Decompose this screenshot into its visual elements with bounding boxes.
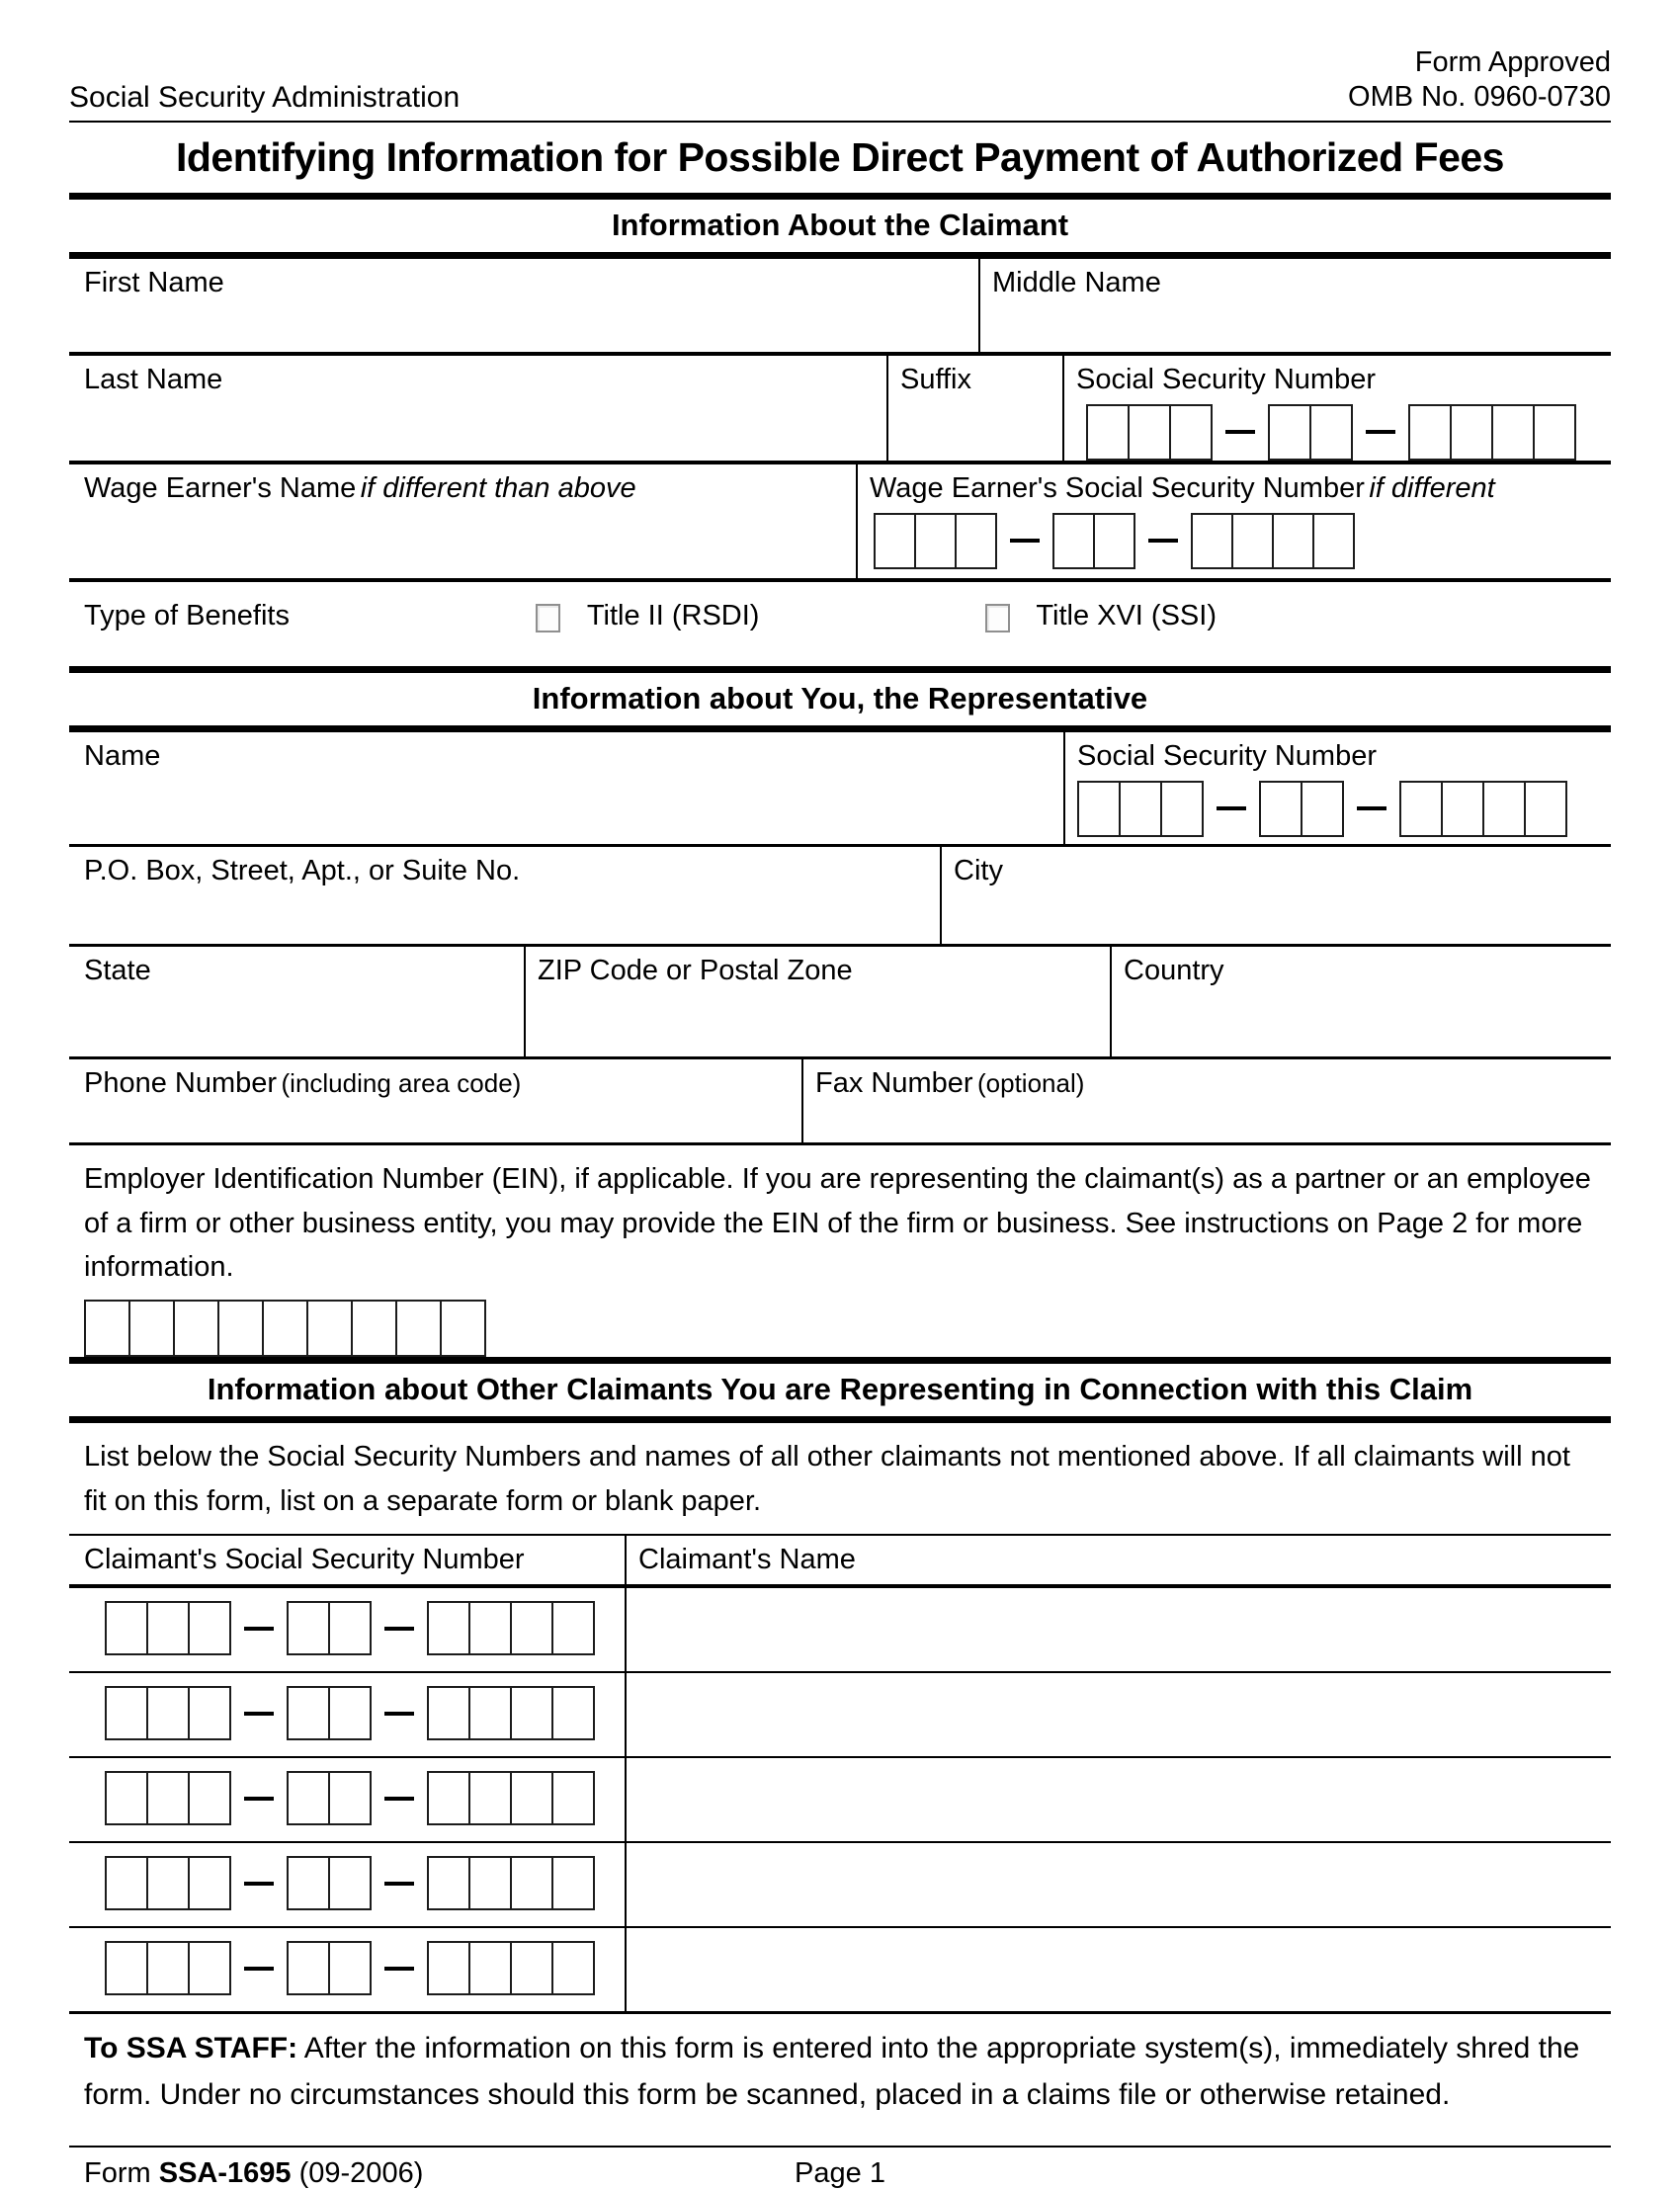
suffix-field[interactable] xyxy=(886,356,1062,461)
digit-box[interactable] xyxy=(551,1686,595,1740)
digit-box[interactable] xyxy=(1259,781,1302,837)
claimant-table-row xyxy=(69,1928,1611,2014)
ssa-staff-note-text: After the information on this form is entered into the appropriate system(s), immediately shred the form. Under no circumstances should this form be scanned, placed in a claims file or otherwise retained. xyxy=(84,2032,1580,2111)
city-label: City xyxy=(954,854,1003,886)
other-claimants-instructions: List below the Social Security Numbers and names of all other claimants not mentioned above. If all claimants will not fit on this form, list on a separate form or blank paper. xyxy=(69,1423,1611,1536)
form-word: Form xyxy=(84,2157,151,2190)
street-address-field[interactable] xyxy=(69,847,940,944)
ein-input-boxes[interactable] xyxy=(84,1300,1611,1357)
representative-ssn-boxes[interactable] xyxy=(1077,781,1601,837)
claimant-table-row xyxy=(69,1588,1611,1673)
ssn-dash xyxy=(1010,539,1040,543)
country-label: Country xyxy=(1124,954,1224,986)
claimant-lastname-row xyxy=(69,356,1611,464)
digit-box-group xyxy=(1191,513,1355,569)
digit-box[interactable] xyxy=(287,1771,330,1825)
ssn-dash xyxy=(1217,806,1246,810)
wage-earner-name-note: if different than above xyxy=(360,471,636,504)
digit-box[interactable] xyxy=(1312,513,1355,569)
digit-box-group xyxy=(105,1686,231,1740)
digit-box[interactable] xyxy=(427,1686,470,1740)
claimant-name-column-header-cell xyxy=(625,1536,1611,1584)
digit-box[interactable] xyxy=(1268,404,1311,461)
digit-box[interactable] xyxy=(328,1686,372,1740)
omb-number: OMB No. 0960-0730 xyxy=(1348,80,1611,113)
ssa-staff-note-lead: To SSA STAFF: xyxy=(84,2032,298,2065)
country-field[interactable] xyxy=(1110,947,1611,1056)
last-name-field[interactable] xyxy=(69,356,886,461)
ein-paragraph xyxy=(69,1145,1611,1291)
claimant-ssn-label: Social Security Number xyxy=(1076,363,1376,395)
last-name-label: Last Name xyxy=(84,363,223,395)
claimant-name-column-header: Claimant's Name xyxy=(638,1544,856,1576)
digit-box[interactable] xyxy=(874,513,916,569)
ssn-dash xyxy=(1357,806,1386,810)
digit-box[interactable] xyxy=(287,1856,330,1910)
representative-name-field[interactable] xyxy=(69,732,1063,844)
digit-box[interactable] xyxy=(955,513,997,569)
digit-box-group xyxy=(105,1771,231,1825)
claimant-row-ssn-boxes[interactable] xyxy=(105,1856,615,1910)
first-name-label: First Name xyxy=(84,266,224,298)
digit-box[interactable] xyxy=(328,1771,372,1825)
ssn-dash xyxy=(244,1627,274,1631)
digit-box[interactable] xyxy=(173,1300,219,1357)
digit-box[interactable] xyxy=(1441,781,1484,837)
digit-box[interactable] xyxy=(468,1686,512,1740)
digit-box[interactable] xyxy=(551,1771,595,1825)
digit-box[interactable] xyxy=(395,1300,442,1357)
digit-box[interactable] xyxy=(510,1856,553,1910)
ssa-staff-note xyxy=(69,2014,1611,2148)
digit-box[interactable] xyxy=(306,1300,353,1357)
digit-box[interactable] xyxy=(188,1601,231,1655)
digit-box-group xyxy=(287,1771,372,1825)
digit-box-group xyxy=(287,1686,372,1740)
other-claimants-section-heading: Information about Other Claimants You are Representing in Connection with this Claim xyxy=(69,1357,1611,1423)
digit-box[interactable] xyxy=(105,1771,148,1825)
first-name-field[interactable] xyxy=(69,259,978,352)
digit-box[interactable] xyxy=(1093,513,1135,569)
ssn-dash xyxy=(1148,539,1178,543)
phone-note: (including area code) xyxy=(281,1067,522,1098)
digit-box[interactable] xyxy=(1119,781,1162,837)
claimant-row-name-field[interactable] xyxy=(625,1758,1611,1841)
digit-box[interactable] xyxy=(914,513,957,569)
digit-box-group xyxy=(1399,781,1567,837)
digit-box[interactable] xyxy=(146,1771,190,1825)
digit-box[interactable] xyxy=(188,1686,231,1740)
state-label: State xyxy=(84,954,151,986)
digit-box[interactable] xyxy=(287,1941,330,1995)
digit-box[interactable] xyxy=(1169,404,1213,461)
digit-box-group xyxy=(1268,404,1353,461)
representative-section-heading: Information about You, the Representative xyxy=(69,666,1611,732)
middle-name-label: Middle Name xyxy=(992,266,1161,298)
street-address-label: P.O. Box, Street, Apt., or Suite No. xyxy=(84,854,521,886)
digit-box[interactable] xyxy=(510,1601,553,1655)
wage-earner-ssn-field[interactable] xyxy=(856,464,1611,578)
claimant-row-name-field[interactable] xyxy=(625,1928,1611,2011)
digit-box[interactable] xyxy=(1301,781,1344,837)
representative-name-row xyxy=(69,732,1611,847)
claimant-row-name-field[interactable] xyxy=(625,1588,1611,1671)
digit-box[interactable] xyxy=(146,1941,190,1995)
digit-box-group xyxy=(427,1686,595,1740)
digit-box[interactable] xyxy=(84,1300,130,1357)
digit-box-group xyxy=(1052,513,1135,569)
ssn-dash xyxy=(384,1797,414,1801)
digit-box[interactable] xyxy=(468,1601,512,1655)
digit-box-group xyxy=(427,1601,595,1655)
representative-ssn-field[interactable] xyxy=(1063,732,1611,844)
form-footer xyxy=(69,2148,1611,2190)
fax-label: Fax Number xyxy=(815,1066,973,1099)
digit-box[interactable] xyxy=(287,1686,330,1740)
ein-block xyxy=(69,1145,1611,1358)
digit-box[interactable] xyxy=(468,1941,512,1995)
digit-box[interactable] xyxy=(510,1941,553,1995)
claimant-table-row xyxy=(69,1673,1611,1758)
form-revision: (09-2006) xyxy=(298,2157,424,2190)
representative-ssn-label: Social Security Number xyxy=(1077,739,1377,772)
claimant-row-ssn-boxes[interactable] xyxy=(105,1686,615,1740)
state-field[interactable] xyxy=(69,947,524,1056)
digit-box-group xyxy=(427,1941,595,1995)
wage-earner-ssn-note: if different xyxy=(1369,471,1495,504)
ssn-dash xyxy=(384,1882,414,1886)
digit-box[interactable] xyxy=(468,1856,512,1910)
digit-box[interactable] xyxy=(105,1686,148,1740)
digit-box[interactable] xyxy=(146,1686,190,1740)
digit-box-group xyxy=(84,1300,486,1357)
claimant-row-ssn-boxes[interactable] xyxy=(105,1771,615,1825)
claimant-row-ssn-boxes[interactable] xyxy=(105,1941,615,1995)
claimant-row-name-field[interactable] xyxy=(625,1673,1611,1756)
ssn-dash xyxy=(384,1967,414,1971)
form-approved-text: Form Approved xyxy=(1414,46,1611,78)
phone-label: Phone Number xyxy=(84,1066,278,1099)
digit-box-group xyxy=(427,1771,595,1825)
form-header xyxy=(69,45,1611,123)
claimant-row-ssn-field[interactable] xyxy=(69,1843,625,1926)
ein-instructions: If you are representing the claimant(s) as a partner or an employee of a firm or other business entity, you may provide the EIN of the firm or business. See instructions on Page 2 for more information. xyxy=(84,1162,1591,1284)
digit-box[interactable] xyxy=(217,1300,264,1357)
digit-box[interactable] xyxy=(1052,513,1095,569)
digit-box[interactable] xyxy=(551,1941,595,1995)
digit-box[interactable] xyxy=(1491,404,1535,461)
digit-box[interactable] xyxy=(1524,781,1567,837)
zip-field[interactable] xyxy=(524,947,1110,1056)
digit-box-group xyxy=(874,513,997,569)
wage-earner-name-field[interactable] xyxy=(69,464,856,578)
digit-box[interactable] xyxy=(427,1771,470,1825)
claimant-row-ssn-field[interactable] xyxy=(69,1673,625,1756)
claimant-row-ssn-field[interactable] xyxy=(69,1928,625,2011)
city-field[interactable] xyxy=(940,847,1611,944)
digit-box-group xyxy=(1086,404,1213,461)
claimant-ssn-boxes[interactable] xyxy=(1086,404,1601,461)
digit-box-group xyxy=(287,1856,372,1910)
digit-box[interactable] xyxy=(510,1771,553,1825)
digit-box[interactable] xyxy=(1408,404,1452,461)
ssn-dash xyxy=(384,1712,414,1716)
digit-box-group xyxy=(105,1856,231,1910)
digit-box[interactable] xyxy=(1399,781,1443,837)
digit-box[interactable] xyxy=(146,1856,190,1910)
wage-earner-ssn-boxes[interactable] xyxy=(874,513,1601,569)
claimant-row-ssn-boxes[interactable] xyxy=(105,1601,615,1655)
digit-box[interactable] xyxy=(551,1601,595,1655)
digit-box[interactable] xyxy=(1272,513,1314,569)
ssn-dash xyxy=(244,1882,274,1886)
digit-box[interactable] xyxy=(105,1941,148,1995)
digit-box-group xyxy=(427,1856,595,1910)
title-xvi-checkbox[interactable] xyxy=(985,604,1010,632)
digit-box[interactable] xyxy=(427,1601,470,1655)
ssn-dash xyxy=(1366,430,1395,434)
wage-earner-name-label: Wage Earner's Name xyxy=(84,471,357,504)
digit-box-group xyxy=(1259,781,1344,837)
claimants-table-header-row xyxy=(69,1536,1611,1588)
phone-fax-row xyxy=(69,1059,1611,1145)
digit-box[interactable] xyxy=(328,1856,372,1910)
digit-box[interactable] xyxy=(351,1300,397,1357)
form-number: SSA-1695 xyxy=(158,2157,292,2190)
claimant-row-ssn-field[interactable] xyxy=(69,1758,625,1841)
title-ii-checkbox[interactable] xyxy=(536,604,560,632)
digit-box[interactable] xyxy=(328,1941,372,1995)
digit-box-group xyxy=(287,1601,372,1655)
ein-label: Employer Identification Number (EIN), if applicable. xyxy=(84,1162,734,1195)
claimant-ssn-field[interactable] xyxy=(1062,356,1611,461)
state-zip-country-row xyxy=(69,947,1611,1059)
digit-box-group xyxy=(105,1601,231,1655)
ssn-dash xyxy=(244,1712,274,1716)
fax-field[interactable] xyxy=(801,1059,1611,1142)
digit-box[interactable] xyxy=(128,1300,175,1357)
digit-box[interactable] xyxy=(287,1601,330,1655)
middle-name-field[interactable] xyxy=(978,259,1611,352)
title-xvi-label: Title XVI (SSI) xyxy=(1036,599,1217,632)
digit-box[interactable] xyxy=(468,1771,512,1825)
agency-name: Social Security Administration xyxy=(69,80,461,114)
digit-box[interactable] xyxy=(1231,513,1274,569)
digit-box[interactable] xyxy=(1482,781,1526,837)
claimant-ssn-column-header: Claimant's Social Security Number xyxy=(84,1544,525,1576)
digit-box[interactable] xyxy=(551,1856,595,1910)
ssn-dash xyxy=(1225,430,1255,434)
digit-box[interactable] xyxy=(146,1601,190,1655)
claimant-table-row xyxy=(69,1843,1611,1928)
digit-box[interactable] xyxy=(1128,404,1171,461)
claimant-name-row xyxy=(69,259,1611,356)
digit-box[interactable] xyxy=(1077,781,1121,837)
digit-box[interactable] xyxy=(1191,513,1233,569)
title-ii-label: Title II (RSDI) xyxy=(586,599,760,632)
digit-box[interactable] xyxy=(328,1601,372,1655)
digit-box[interactable] xyxy=(1309,404,1353,461)
claimant-table-row xyxy=(69,1758,1611,1843)
digit-box-group xyxy=(1408,404,1576,461)
digit-box[interactable] xyxy=(188,1941,231,1995)
digit-box[interactable] xyxy=(188,1771,231,1825)
digit-box[interactable] xyxy=(1086,404,1130,461)
digit-box-group xyxy=(105,1941,231,1995)
benefits-row xyxy=(69,582,1611,666)
digit-box[interactable] xyxy=(1450,404,1493,461)
claimant-row-name-field[interactable] xyxy=(625,1843,1611,1926)
digit-box[interactable] xyxy=(1160,781,1204,837)
wage-earner-ssn-label: Wage Earner's Social Security Number xyxy=(870,471,1365,504)
digit-box[interactable] xyxy=(427,1856,470,1910)
phone-field[interactable] xyxy=(69,1059,801,1142)
digit-box[interactable] xyxy=(105,1856,148,1910)
ssn-dash xyxy=(244,1797,274,1801)
digit-box-group xyxy=(287,1941,372,1995)
form-title: Identifying Information for Possible Direct Payment of Authorized Fees xyxy=(176,133,1504,180)
claimant-section-heading: Information About the Claimant xyxy=(69,193,1611,259)
digit-box[interactable] xyxy=(105,1601,148,1655)
digit-box[interactable] xyxy=(427,1941,470,1995)
digit-box[interactable] xyxy=(262,1300,308,1357)
ssn-dash xyxy=(384,1627,414,1631)
ssn-dash xyxy=(244,1967,274,1971)
claimant-ssn-column-header-cell xyxy=(69,1536,625,1584)
digit-box[interactable] xyxy=(510,1686,553,1740)
representative-name-label: Name xyxy=(84,739,161,772)
suffix-label: Suffix xyxy=(900,363,972,395)
claimant-row-ssn-field[interactable] xyxy=(69,1588,625,1671)
digit-box-group xyxy=(1077,781,1204,837)
zip-label: ZIP Code or Postal Zone xyxy=(538,954,853,986)
digit-box[interactable] xyxy=(188,1856,231,1910)
form-id xyxy=(84,2157,423,2189)
address-row xyxy=(69,847,1611,947)
page-number: Page 1 xyxy=(795,2157,885,2190)
wage-earner-row xyxy=(69,464,1611,582)
digit-box[interactable] xyxy=(440,1300,486,1357)
omb-approval xyxy=(1348,45,1611,115)
digit-box[interactable] xyxy=(1533,404,1576,461)
fax-note: (optional) xyxy=(977,1067,1085,1098)
benefits-label: Type of Benefits xyxy=(84,599,290,632)
